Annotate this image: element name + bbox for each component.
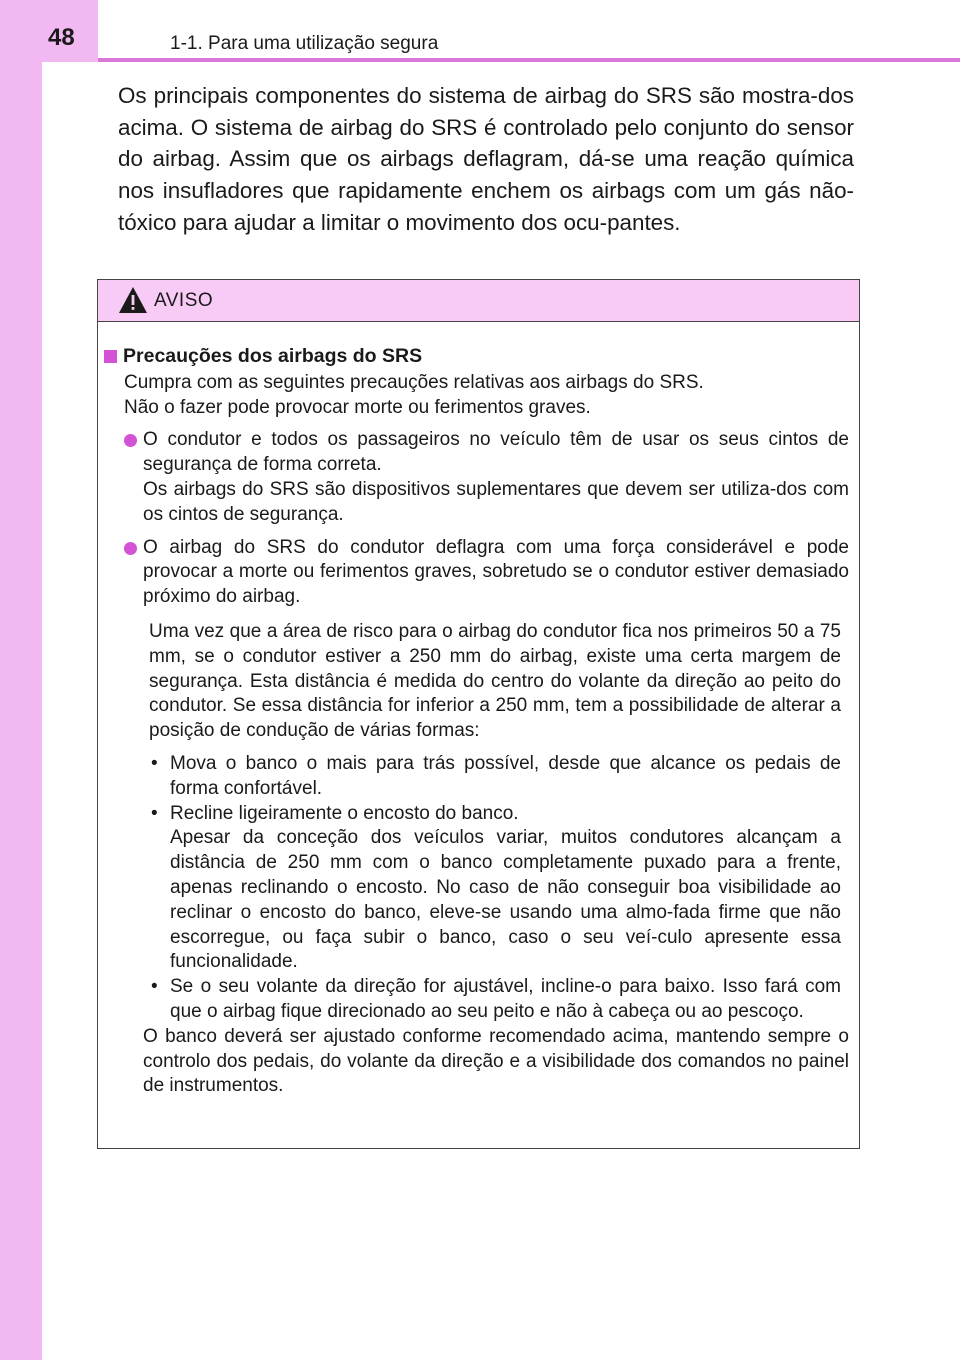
dash-list-item — [149, 802, 841, 976]
square-bullet-icon — [104, 350, 117, 363]
dash-list-item — [149, 752, 841, 802]
dash-list — [102, 752, 853, 1025]
section-title: 1-1. Para uma utilização segura — [170, 33, 439, 54]
circle-bullet-icon — [124, 434, 137, 447]
sub-paragraph: Uma vez que a área de risco para o airbag do condutor fica nos primeiros 50 a 75 mm, se o condutor estiver a 250 mm do airbag, existe uma certa margem de segurança. Esta distância é medida do centro do volante da direção ao peito do condutor. Se essa distância for inferior a 250 mm, tem a possibilidade de alterar a posição de condução de várias formas: — [149, 620, 841, 742]
dot-bullet-icon: • — [151, 752, 158, 774]
side-color-strip — [0, 0, 42, 1360]
warning-header — [98, 280, 859, 322]
warning-label: AVISO — [154, 290, 214, 311]
warning-heading — [102, 344, 853, 369]
intro-paragraph: Os principais componentes do sistema de airbag do SRS são mostra-dos acima. O sistema de airbag do SRS é controlado pelo conjunto do sensor do airbag. Assim que os airbags deflagram, dá-se uma reação química nos insufladores que rapidamente enchem os airbags com um gás não-tóxico para ajudar a limitar o movimento dos ocu-pantes. — [118, 83, 854, 235]
dot-bullet-icon: • — [151, 802, 158, 824]
warning-lead-1: Cumpra com as seguintes precauções relativas aos airbags do SRS. — [124, 371, 704, 393]
warning-triangle-icon — [118, 286, 148, 314]
bullet-item — [102, 536, 853, 610]
bullet-text: Os airbags do SRS são dispositivos suplementares que devem ser utiliza-dos com os cintos de segurança. — [143, 478, 849, 525]
header-underline — [98, 58, 960, 62]
dash-item-text: Mova o banco o mais para trás possível, desde que alcance os pedais de forma confortável. — [170, 752, 841, 799]
warning-box — [97, 279, 860, 1149]
bullet-text: O condutor e todos os passageiros no veículo têm de usar os seus cintos de segurança de forma correta. — [143, 429, 849, 476]
bullet-text: O airbag do SRS do condutor deflagra com uma força considerável e pode provocar a morte ou ferimentos graves, sobretudo se o condutor estiver demasiado próximo do airbag. — [143, 536, 849, 608]
bullet-item — [102, 428, 853, 527]
dash-list-item — [149, 975, 841, 1025]
page-number: 48 — [48, 24, 75, 51]
dash-item-text-continued: Apesar da conceção dos veículos variar, muitos condutores alcançam a distância de 250 mm com o banco completamente puxado para a frente, apenas reclinando o encosto. No caso de não conseguir boa visibilidade ao reclinar o encosto do banco, eleve-se usando uma almo-fada firme que não escorregue, ou faça subir o banco, caso o seu veí-culo apresente essa funcionalidade. — [170, 827, 841, 973]
warning-content — [98, 322, 859, 1099]
dot-bullet-icon: • — [151, 976, 158, 998]
dash-item-text: Se o seu volante da direção for ajustável, incline-o para baixo. Isso fará com que o airbag fique direcionado ao seu peito e não à cabeça ou ao pescoço. — [170, 976, 841, 1022]
warning-heading-text: Precauções dos airbags do SRS — [123, 345, 423, 367]
closing-paragraph: O banco deverá ser ajustado conforme recomendado acima, mantendo sempre o controlo dos pedais, do volante da direção e a visibilidade dos comandos no painel de instrumentos. — [143, 1025, 849, 1097]
dash-item-text: Recline ligeiramente o encosto do banco. — [170, 802, 519, 824]
warning-lead-2: Não o fazer pode provocar morte ou ferimentos graves. — [124, 396, 591, 418]
circle-bullet-icon — [124, 542, 137, 555]
